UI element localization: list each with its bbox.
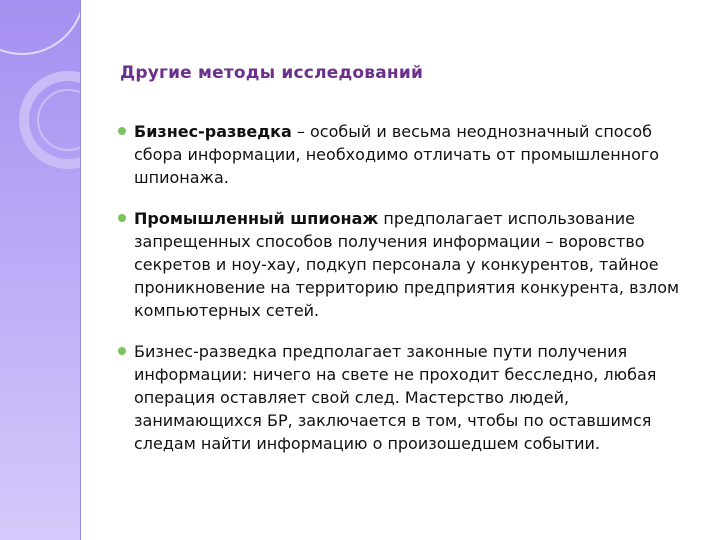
bullet-item-legal-methods [118, 340, 698, 455]
bullet-text [134, 120, 698, 189]
bullet-description: предполагает использование запрещенных способов получения информации – воровство секретов и ноу-хау, подкуп персонала у конкурентов, тайное проникновение на территорию предприятия конкурента, взлом компьютерных сетей. [134, 209, 680, 320]
bullet-dot-icon [118, 127, 126, 135]
bullet-text [134, 207, 698, 322]
slide-title: Другие методы исследований [120, 63, 424, 83]
bullet-item-industrial-espionage [118, 207, 698, 322]
bullet-bold-term: Промышленный шпионаж [134, 209, 379, 228]
bullet-description: – особый и весьма неоднозначный способ сбора информации, необходимо отличать от промышленного шпионажа. [134, 122, 660, 187]
bullet-dot-icon [118, 214, 126, 222]
bullet-bold-term: Бизнес-разведка [134, 122, 292, 141]
bullet-description: Бизнес-разведка предполагает законные пути получения информации: ничего на свете не проходит бесследно, любая операция оставляет свой след. Мастерство людей, занимающихся БР, заключается в том, чтобы по оставшимся следам найти информацию о произошедшем событии. [134, 342, 657, 453]
decorative-sidebar [0, 0, 81, 540]
bullet-list [118, 120, 698, 455]
bullet-text [134, 340, 698, 455]
decorative-circles-icon [0, 0, 80, 540]
bullet-dot-icon [118, 347, 126, 355]
bullet-item-business-intelligence [118, 120, 698, 189]
